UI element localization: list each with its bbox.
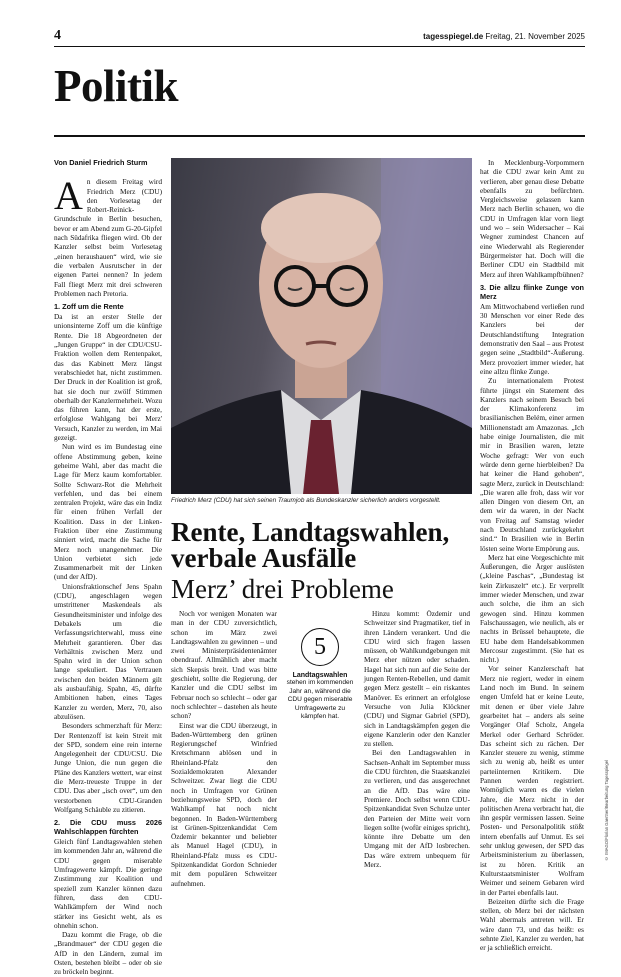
factbox-number: 5 [301,628,339,666]
paragraph: Bei den Landtagswahlen in Sachsen-Anhalt im September muss die CDU fürchten, die Staatskanzlei zu verlieren, und das ausgerechnet an die AfD. Das wäre eine Premiere. Doch selbst wenn CDU-Spitzenkandidat Sven Schulze unter den Parteien der Mitte weit vorn liegen sollte (wofür einiges spricht), könnte ihre Debatte um den Umgang mit der AfD losbrechen. Das wäre extrem unbequem für Merz. [364,748,470,870]
lead-paragraph: An diesem Freitag wird Friedrich Merz (CDU) den Vorlesetag der Robert-Reinick-Grundschule in Berlin besuchen, bevor er am Abend zum G-20-Gipfel nach Südafrika fliegen wird. Ob der Kanzler selbst beim Vorlesetag „einen heraushauen“ wird, wie sie die verbalen Ausrutscher in der eigenen Partei nennen? In jedem Fall fliegt Merz mit drei schweren Problemen nach Pretoria. [54,173,162,298]
page-number: 4 [54,28,61,43]
subhead-3: 3. Die allzu flinke Zunge von Merz [480,282,584,301]
paragraph: Am Mittwochabend verließen rund 30 Menschen vor einer Rede des Kanzlers bei der Deutschlandstiftung Integration demonstrativ den Saal – aus Protest gegen seine „Stadtbild“-Äußerung. Merz provoziert immer wieder, hat eine allzu flinke Zunge. [480,301,584,376]
paragraph: Unionsfraktionschef Jens Spahn (CDU), angeschlagen wegen umstrittener Maskendeals als Gesundheitsminister und infolge des Debakels um die Verfassungsrichterwahl, muss eine Mehrheit garantieren. Über das Verhältnis zwischen Merz und Spahn wird in der Union schon lange spekuliert. Das Vertrauen zwischen den beiden Männern gilt als ausbaufähig. Spahn, 45, dürfte Ambitionen haben, eines Tages Kanzler zu werden, Merz, 70, also abzulösen. [54,581,162,721]
paragraph: Zu internationalem Protest führte jüngst ein Statement des Kanzlers nach seinem Besuch bei der Klimakonferenz im brasilianischen Belém, einer armen Millionenstadt am Amazonas. „Ich habe einige Journalisten, die mit mir in Brasilien waren, letzte Woche gefragt: Wer von euch würde denn gerne hierbleiben? Da hat keiner die Hand gehoben“, sagte Merz, zurück in Deutschland: „Die waren alle froh, dass wir vor allen Dingen von diesem Ort, an dem wir da waren, in der Nacht von Freitag auf Samstag wieder nach Deutschland zurückgekehrt sind.“ In Brasilien wie in Berlin lösten seine Worte Empörung aus. [480,376,584,553]
article-column-3 [364,609,470,869]
header-rule [54,46,585,47]
masthead-brand: tagesspiegel.de [423,32,484,41]
paragraph: Merz hat eine Vorgeschichte mit Äußerungen, die Ärger auslösten („kleine Paschas“, „Bundestag ist kein Zirkuszelt“ etc.). Er verprellt immer wieder Menschen, und zwar auch solche, die ihm an sich gewogen sind. Hinzu kommen Falschaussagen, wie neulich, als er nachts in Brüssel behauptete, die EU habe dem Handelsabkommen Mercosur zugestimmt. (Sie hat es nicht.) [480,552,584,665]
headline: Rente, Landtagswahlen, verbale Ausfälle [171,517,450,573]
article-column-1 [54,158,162,977]
factbox-label: Landtagswahlen [292,672,348,679]
subhead-1: 1. Zoff um die Rente [54,302,124,312]
subhead-2: 2. Die CDU muss 2026 Wahlschlappen fürchten [54,818,162,837]
photo-credit: © IMAGO/Florian Gaertner/Bearbeitung Tagesspiegel [604,760,609,862]
masthead-date: Freitag, 21. November 2025 [485,32,585,41]
section-rule [54,135,585,137]
paragraph: Gleich fünf Landtagswahlen stehen im kommenden Jahr an, während die CDU gegen miserable Umfragewerte kämpft. Die geringe Zustimmung zur Koalition und speziell zum Kanzler können dazu führen, dass den CDU-Wahlkämpfern der Wind noch stärker ins Gesicht weht, als es ohnehin schon. [54,837,162,930]
paragraph: Da ist an erster Stelle der unionsinterne Zoff um die künftige Rente. Die 18 Abgeordneten der „Jungen Gruppe“ in der CDU/CSU-Fraktion wollen dem Rentenpaket, das das Kabinett Merz längst verabschiedet hat, nicht zustimmen. Der Druck in der Koalition ist groß, hat sie doch nur zwölf Stimmen oberhalb der Kanzlermehrheit. Wozu das führen kann, hat der erste, erfolglose Wahlgang bei Merz' Versuch, Kanzler zu werden, im Mai gezeigt. [54,312,162,443]
factbox-text: stehen im kommenden Jahr an, während die CDU gegen miserable Umfragewerte zu kämpfen hat. [286,679,354,720]
paragraph: In Mecklenburg-Vorpommern hat die CDU zwar kein Amt zu verlieren, aber genau diese Debatte ebenfalls zu befürchten. Vergleichsweise gelassen kann Merz nach Berlin schauen, wo die CDU in Umfragen klar vorn liegt und wo – sein Widersacher – Kai Wegner zumindest Chancen auf eine Wiederwahl als Regierender Bürgermeister hat. Doch will die Berliner CDU ein Stadtbild mit Merz auf ihren Wahlkampfbühnen? [480,158,584,279]
merz-photo [171,158,472,494]
article-column-4 [480,158,584,953]
paragraph: Vor seiner Kanzlerschaft hat Merz nie regiert, weder in einem Land noch im Bund. In seinem engen Umfeld hat er keine Leute, mit denen er über viele Jahre gearbeitet hat – anders als seine Vorgänger Olaf Scholz, Angela Merkel oder Gerhard Schröder. Das scheint sich zu rächen. Der Kanzler steuere zu wenig, stimme sich zu wenig ab, heißt es unter parteiinternen Kritikern. Die Pannen werden registriert. Womöglich waren es die vielen Jahre, die Merz nicht in der politischen Arena verbracht hat, die ihn gespür vermissen lassen. Seine Posten- und Personalpolitik stößt intern ebenfalls auf Unmut. Es sei sehr unklug gewesen, der SPD das Arbeitsministerium zu überlassen, ist zu hören. Kritik an Kulturstaatsminister Wolfram Weimer und seinem Gebaren wird in der Partei ebenfalls laut. [480,664,584,897]
paragraph: Beizeiten dürfte sich die Frage stellen, ob Merz bei der nächsten Wahl abermals antreten will. Er wäre dann 73, und das heißt: es sehnte Ziel, Kanzler zu werden, hat er ja schließlich erreicht. [480,896,584,953]
paragraph: Nun wird es im Bundestag eine offene Abstimmung geben, keine geheime Wahl, aber das macht die Lage für Merz kaum komfortabler. Sollte Schwarz-Rot die Mehrheit verfehlen, und das bei einem zentralen Projekt, wäre das ein Indiz für einen frühen Verfall der Koalition. Dass in der Linken-Fraktion über eine Zustimmung sinniert wird, macht die Sache für Merz noch unangenehmer. Die Union verbietet sich jede Zusammenarbeit mit der Linken (und der AfD). [54,442,162,582]
paragraph: Besonders schmerzhaft für Merz: Der Rentenzoff ist kein Streit mit der SPD, sondern eine rein interne Angelegenheit der CDU/CSU. Die Junge Union, die nun gegen die Pläne des Kanzlers wettert, war einst die Merz-treueste Truppe in der CDU. Das aber „isch over“, um den verstorbenen CDU-Granden Wolfgang Schäuble zu zitieren. [54,721,162,814]
photo-caption: Friedrich Merz (CDU) hat sich seinen Traumjob als Bundeskanzler sicherlich anders vorgestellt. [171,497,441,504]
paragraph: Einst war die CDU überzeugt, in Baden-Württemberg den grünen Regierungschef Winfried Kretschmann ablösen und in Rheinland-Pfalz den Sozialdemokraten Alexander Schweitzer. Zwar liegt die CDU noch in Umfragen vor Grünen beziehungsweise SPD, doch der Wahlkampf hat noch nicht begonnen. In Baden-Württemberg ist Grünen-Spitzenkandidat Cem Özdemir bekannter und beliebter als Manuel Hagel (CDU), in Rheinland-Pfalz muss es CDU-Spitzenkandidat Gordon Schnieder mit dem populären Schweitzer aufnehmen. [171,720,277,888]
factbox [284,628,356,722]
masthead [423,32,585,41]
paragraph: Hinzu kommt: Özdemir und Schweitzer sind Pragmatiker, tief in ihren Ländern verankert. Und die CDU wird sich fragen lassen müssen, ob Wahlkundgebungen mit Merz eher nützen oder schaden. Hagel hat sich nun auf die Seite der jungen Renten-Rebellen, und damit gegen Merz gestellt – ein riskantes Manöver. Es erinnert an erfolglose Versuche von Julia Klöckner (CDU) und Sigmar Gabriel (SPD), sich in Landtagskämpfen gegen die eigene Kanzlerin oder den Kanzler zu stellen. [364,609,470,749]
paragraph: Dazu kommt die Frage, ob die „Brandmauer“ der CDU gegen die AfD in den Ländern, zumal im Osten, bestehen bleibt – oder ob sie zu bröckeln beginnt. [54,930,162,977]
portrait-illustration [171,158,472,494]
paragraph: Noch vor wenigen Monaten war man in der CDU zuversichtlich, schon im März zwei Landtagswahlen zu gewinnen – und zwei Ministerpräsidentenämter obendrauf. Allmählich aber macht sich Skepsis breit. Und was bitte geschieht, sollte die Regierung, der Kanzler und die CDU selbst im Februar noch so schlecht – oder gar noch schlechter – dastehen als heute schon? [171,609,277,721]
dropcap: A [54,173,83,219]
section-title: Politik [54,61,179,111]
article-column-2 [171,609,277,888]
subheadline: Merz’ drei Probleme [171,574,394,604]
byline: Von Daniel Friedrich Sturm [54,158,148,167]
